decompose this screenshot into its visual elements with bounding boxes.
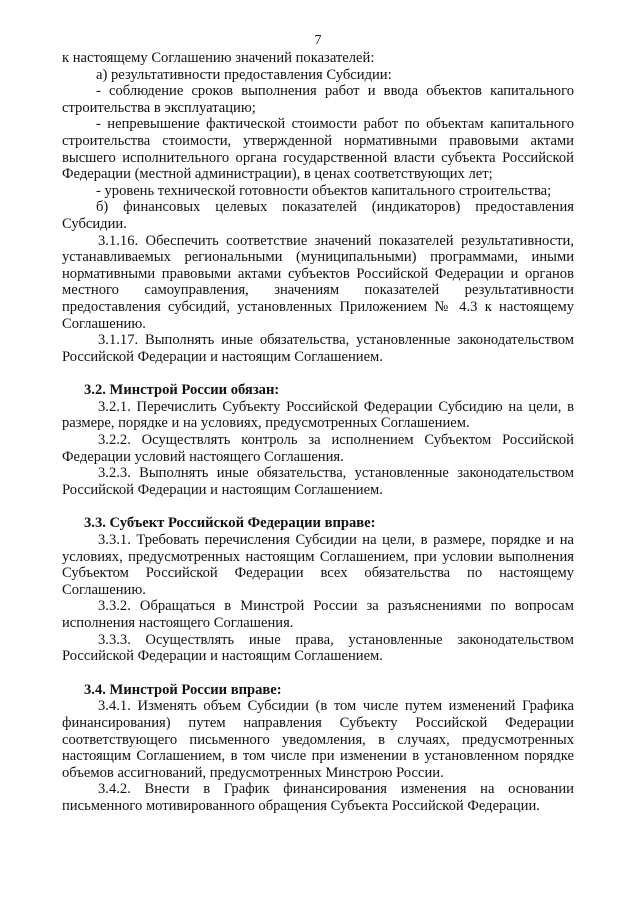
- paragraph-bullet-readiness: - уровень технической готовности объектов капитального строительства;: [96, 182, 552, 199]
- paragraph-3-2-3: 3.2.3. Выполнять иные обязательства, установленные законодательством Российской Федерации и настоящим Соглашением.: [62, 465, 574, 498]
- paragraph-item-a: а) результативности предоставления Субсидии:: [96, 66, 392, 83]
- page-number: 7: [314, 33, 322, 48]
- paragraph-3-2-1: 3.2.1. Перечислить Субъекту Российской Федерации Субсидию на цели, в размере, порядке и на условиях, предусмотренных Соглашением.: [62, 398, 574, 432]
- paragraph-3-3-1: 3.3.1. Требовать перечисления Субсидии на цели, в размере, порядке и на условиях, предусмотренных настоящим Соглашением, при условии выполнения Субъектом Российской Федерации всех обязательства по настоящему Соглашению.: [62, 532, 574, 598]
- paragraph-3-1-16: 3.1.16. Обеспечить соответствие значений показателей результативности, устанавливаемых региональными (муниципальными) программами, иными нормативными правовыми актами субъектов Российской Федерации и органов местного самоуправления, значениям показателей результативности предоставления субсидий, установленных Приложением № 4.3 к настоящему Соглашению.: [62, 232, 574, 332]
- paragraph-intro: к настоящему Соглашению значений показателей:: [62, 50, 375, 66]
- paragraph-bullet-deadlines: - соблюдение сроков выполнения работ и ввода объектов капитального строительства в эксплуатацию;: [62, 83, 574, 116]
- paragraph-bullet-cost: - непревышение фактической стоимости работ по объектам капитального строительства стоимости, утвержденной нормативными правовыми актами высшего исполнительного органа государственной власти субъекта Российской Федерации (местной администрации), в ценах соответствующих лет;: [62, 116, 574, 183]
- document-page: [62, 33, 574, 815]
- paragraph-3-3-2: 3.3.2. Обращаться в Минстрой России за разъяснениями по вопросам исполнения настоящего Соглашения.: [62, 598, 574, 631]
- section-heading-3-3: 3.3. Субъект Российской Федерации вправе:: [84, 515, 376, 532]
- paragraph-3-4-1: 3.4.1. Изменять объем Субсидии (в том числе путем изменений Графика финансирования) путем направления Субъекту Российской Федерации соответствующего письменного уведомления, в случаях, предусмотренных настоящим Соглашением, в том числе при изменении в установленном порядке объемов ассигнований, предусмотренных Минстрою России.: [62, 698, 574, 781]
- section-heading-3-2: 3.2. Минстрой России обязан:: [84, 382, 280, 399]
- paragraph-3-3-3: 3.3.3. Осуществлять иные права, установленные законодательством Российской Федерации и настоящим Соглашением.: [62, 631, 574, 665]
- section-heading-3-4: 3.4. Минстрой России вправе:: [84, 681, 282, 698]
- paragraph-3-2-2: 3.2.2. Осуществлять контроль за исполнением Субъектом Российской Федерации условий настоящего Соглашения.: [62, 432, 574, 465]
- paragraph-item-b: б) финансовых целевых показателей (индикаторов) предоставления Субсидии.: [62, 199, 574, 232]
- paragraph-3-1-17: 3.1.17. Выполнять иные обязательства, установленные законодательством Российской Федерации и настоящим Соглашением.: [62, 332, 574, 365]
- paragraph-3-4-2: 3.4.2. Внести в График финансирования изменения на основании письменного мотивированного обращения Субъекта Российской Федерации.: [62, 781, 574, 814]
